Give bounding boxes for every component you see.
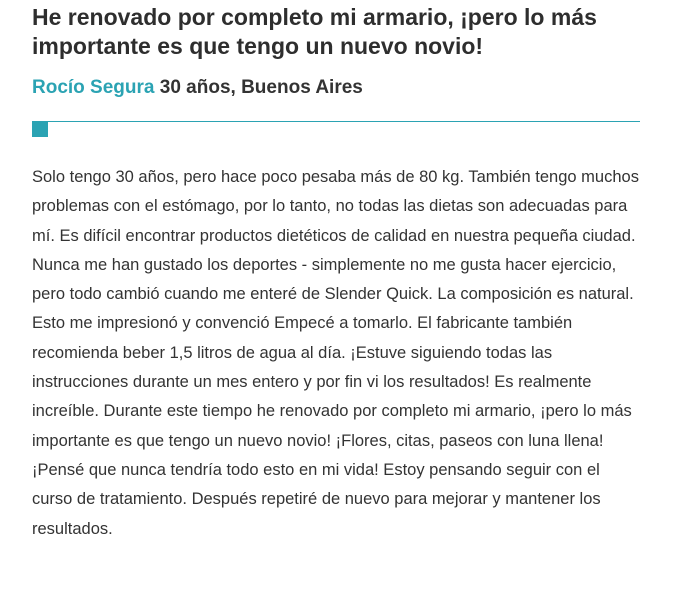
- divider-line: [32, 121, 640, 122]
- author-byline: [32, 76, 640, 100]
- author-details: 30 años, Buenos Aires: [159, 77, 363, 98]
- section-divider: [32, 121, 640, 139]
- testimonial: [32, 0, 640, 544]
- testimonial-headline: He renovado por completo mi armario, ¡pero lo más importante es que tengo un nuevo novio!: [32, 4, 597, 59]
- author-name: Rocío Segura: [32, 77, 155, 98]
- divider-square-marker: [32, 121, 48, 137]
- testimonial-body: Solo tengo 30 años, pero hace poco pesaba más de 80 kg. También tengo muchos problemas con el estómago, por lo tanto, no todas las dietas son adecuadas para mí. Es difícil encontrar productos dietéticos de calidad en nuestra pequeña ciudad. Nunca me han gustado los deportes - simplemente no me gusta hacer ejercicio, pero todo cambió cuando me enteré de Slender Quick. La composición es natural. Esto me impresionó y convenció Empecé a tomarlo. El fabricante también recomienda beber 1,5 litros de agua al día. ¡Estuve siguiendo todas las instrucciones durante un mes entero y por fin vi los resultados! Es realmente increíble. Durante este tiempo he renovado por completo mi armario, ¡pero lo más importante es que tengo un nuevo novio! ¡Flores, citas, paseos con luna llena! ¡Pensé que nunca tendría todo esto en mi vida! Estoy pensando seguir con el curso de tratamiento. Después repetiré de nuevo para mejorar y mantener los resultados.: [32, 168, 639, 538]
